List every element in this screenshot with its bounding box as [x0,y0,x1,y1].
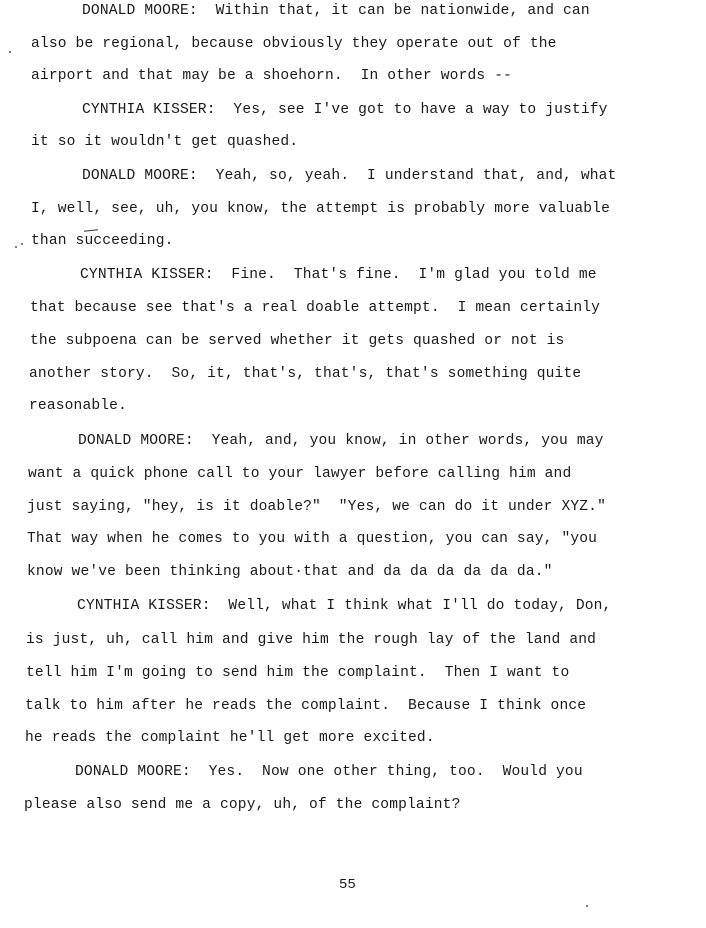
transcript-line: DONALD MOORE: Yeah, and, you know, in other words, you may [78,433,604,449]
transcript-line: CYNTHIA KISSER: Fine. That's fine. I'm glad you told me [80,267,597,283]
transcript-line: DONALD MOORE: Yeah, so, yeah. I understand that, and, what [82,168,617,184]
transcript-line: DONALD MOORE: Yes. Now one other thing, too. Would you [75,764,583,780]
transcript-line: want a quick phone call to your lawyer before calling him and [28,466,572,482]
transcript-line: talk to him after he reads the complaint. Because I think once [25,698,587,714]
page-number: 55 [339,877,356,893]
transcript-line: he reads the complaint he'll get more excited. [25,730,435,746]
transcript-line: that because see that's a real doable attempt. I mean certainly [30,300,601,316]
transcript-line: it so it wouldn't get quashed. [31,134,299,150]
transcript-line: airport and that may be a shoehorn. In other words -- [31,68,513,84]
transcript-line: also be regional, because obviously they operate out of the [31,36,557,52]
scan-speck [586,905,588,907]
transcript-line: DONALD MOORE: Within that, it can be nationwide, and can [82,3,590,19]
transcript-line: than succeeding. [31,233,174,249]
scan-speck [21,243,23,245]
transcript-line: another story. So, it, that's, that's, that's something quite [29,366,582,382]
transcript-line: just saying, "hey, is it doable?" "Yes, we can do it under XYZ." [27,499,606,515]
transcript-line: tell him I'm going to send him the complaint. Then I want to [26,665,570,681]
transcript-line: CYNTHIA KISSER: Yes, see I've got to have a way to justify [82,102,608,118]
transcript-line: I, well, see, uh, you know, the attempt is probably more valuable [31,201,610,217]
transcript-line: That way when he comes to you with a question, you can say, "you [27,531,598,547]
transcript-line: please also send me a copy, uh, of the complaint? [24,797,461,813]
scan-speck [9,51,11,53]
transcript-line: know we've been thinking about·that and da da da da da da." [27,564,553,580]
scan-speck [15,246,17,248]
transcript-line: is just, uh, call him and give him the rough lay of the land and [26,632,597,648]
transcript-line: CYNTHIA KISSER: Well, what I think what I'll do today, Don, [77,598,612,614]
transcript-line: reasonable. [29,398,127,414]
transcript-line: the subpoena can be served whether it gets quashed or not is [30,333,565,349]
